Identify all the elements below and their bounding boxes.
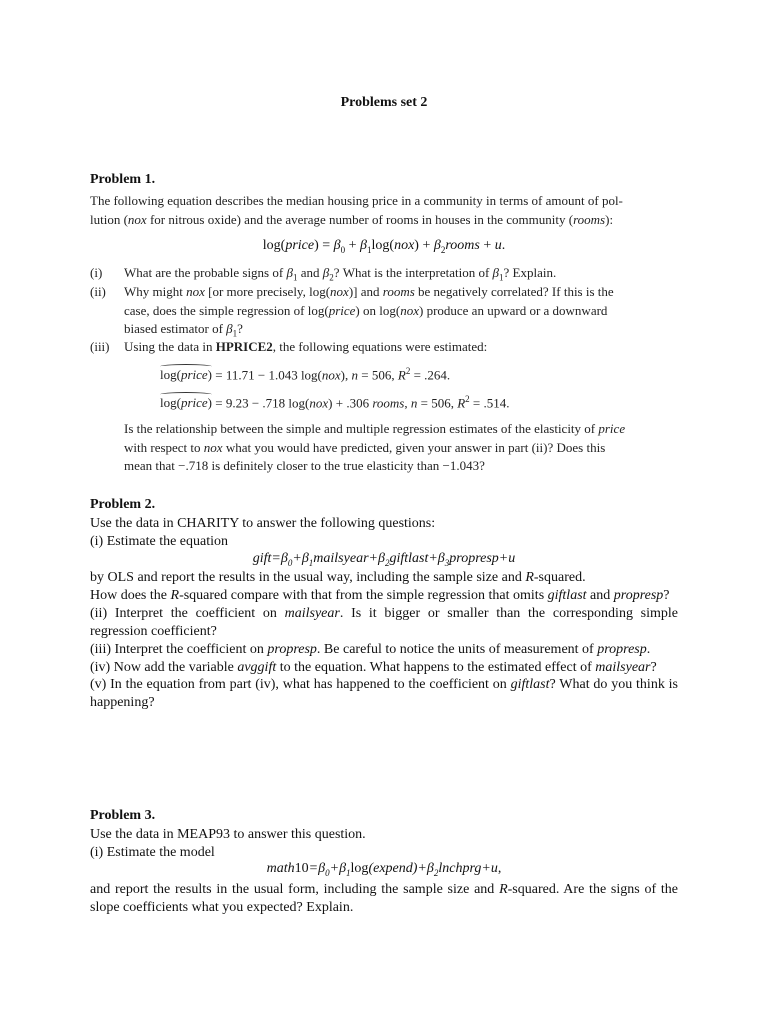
- problem-3-heading: Problem 3.: [90, 808, 156, 823]
- problem-2-line-1: Use the data in CHARITY to answer the following questions:: [90, 516, 436, 531]
- problem-2-equation: $gift=\beta_0+\beta_1mailsyear+\beta_2giftlast+\beta_3propresp+u$: [252, 551, 516, 568]
- problem-2-line-7: (iv) Now add the variable avggift to the equation. What happens to the estimated effect of mailsyear?: [90, 659, 657, 675]
- problem-2-heading: Problem 2.: [90, 497, 156, 512]
- intro-line-b: lution (nox for nitrous oxide) and the average number of rooms in houses in the community (rooms):: [90, 211, 614, 227]
- item-text: What are the probable signs of $\beta_1$ and $\beta_2$? What is the interpretation of $\beta_1$? Explain.: [124, 265, 557, 283]
- problem-1-equation: log(price) = $\beta_0 + \beta_1\log(nox)$ + $\beta_2rooms + u$.: [262, 238, 506, 255]
- problem-1-item-ii: [90, 283, 680, 343]
- problem-1-item-i: [90, 264, 680, 284]
- problem-1-item-iii: [90, 338, 680, 358]
- estimate-2: log(price) = 9.23 − .718 log(nox) + .306 rooms, n = 506, $R^2 = .514$.: [160, 394, 510, 411]
- item-text: Why might nox [or more precisely, log(nox)] and rooms be negatively correlated? If this is the case, does the simple regression of log(price) on log(nox) produce an upward or a downward biased estimator of $\beta_1$?: [124, 284, 614, 339]
- problem-3-equation: $math10=\beta_0+\beta_1\log(expend)+\beta_2lnchprg+u$,: [266, 861, 502, 878]
- estimate-2-lhs: log(price): [160, 395, 213, 411]
- problem-3-text-top: [90, 826, 678, 862]
- problem-3-line-3: and report the results in the usual form, including the sample size and R-squared. Are the signs of the slope coefficients what you expected? Explain.: [90, 882, 678, 915]
- problem-2-line-2: (i) Estimate the equation: [90, 533, 229, 549]
- problem-1-question: Is the relationship between the simple and multiple regression estimates of the elasticity of price with respect to nox what you would have predicted, given your answer in part (ii)? Does this mean that −.718 is definitely closer to the true elasticity than −1.043?: [124, 421, 626, 473]
- intro-line-a: The following equation describes the median housing price in a community in terms of amount of pol-: [90, 193, 623, 208]
- problem-3-text-body: [90, 881, 678, 917]
- item-label: (ii): [90, 284, 106, 299]
- problem-2-text-body: [90, 569, 678, 712]
- item-text: Using the data in HPRICE2, the following equations were estimated:: [124, 339, 488, 354]
- item-label: (iii): [90, 339, 110, 354]
- problem-2-line-4: How does the R-squared compare with that from the simple regression that omits giftlast and propresp?: [90, 587, 670, 603]
- problem-1-intro: [90, 192, 680, 229]
- problem-3-line-1: Use the data in MEAP93 to answer this question.: [90, 827, 366, 842]
- problem-1-heading: Problem 1.: [90, 172, 156, 187]
- problem-2-text-top: [90, 515, 678, 551]
- estimate-1-lhs: log(price): [160, 367, 213, 383]
- estimate-1: log(price) = 11.71 − 1.043 log(nox), n = 506, $R^2 = .264$.: [160, 366, 451, 383]
- problem-2-line-5: (ii) Interpret the coefficient on mailsyear. Is it bigger or smaller than the corresponding simple regression coefficient?: [90, 605, 679, 639]
- problem-2-line-6: (iii) Interpret the coefficient on propresp. Be careful to notice the units of measurement of propresp.: [90, 641, 651, 657]
- page-title: Problems set 2: [340, 95, 428, 110]
- problem-3-line-2: (i) Estimate the model: [90, 844, 215, 860]
- item-label: (i): [90, 265, 103, 280]
- problem-2-line-3: by OLS and report the results in the usual way, including the sample size and R-squared.: [90, 570, 586, 585]
- problem-2-line-8: (v) In the equation from part (iv), what has happened to the coefficient on giftlast? What do you think is happening?: [90, 677, 678, 711]
